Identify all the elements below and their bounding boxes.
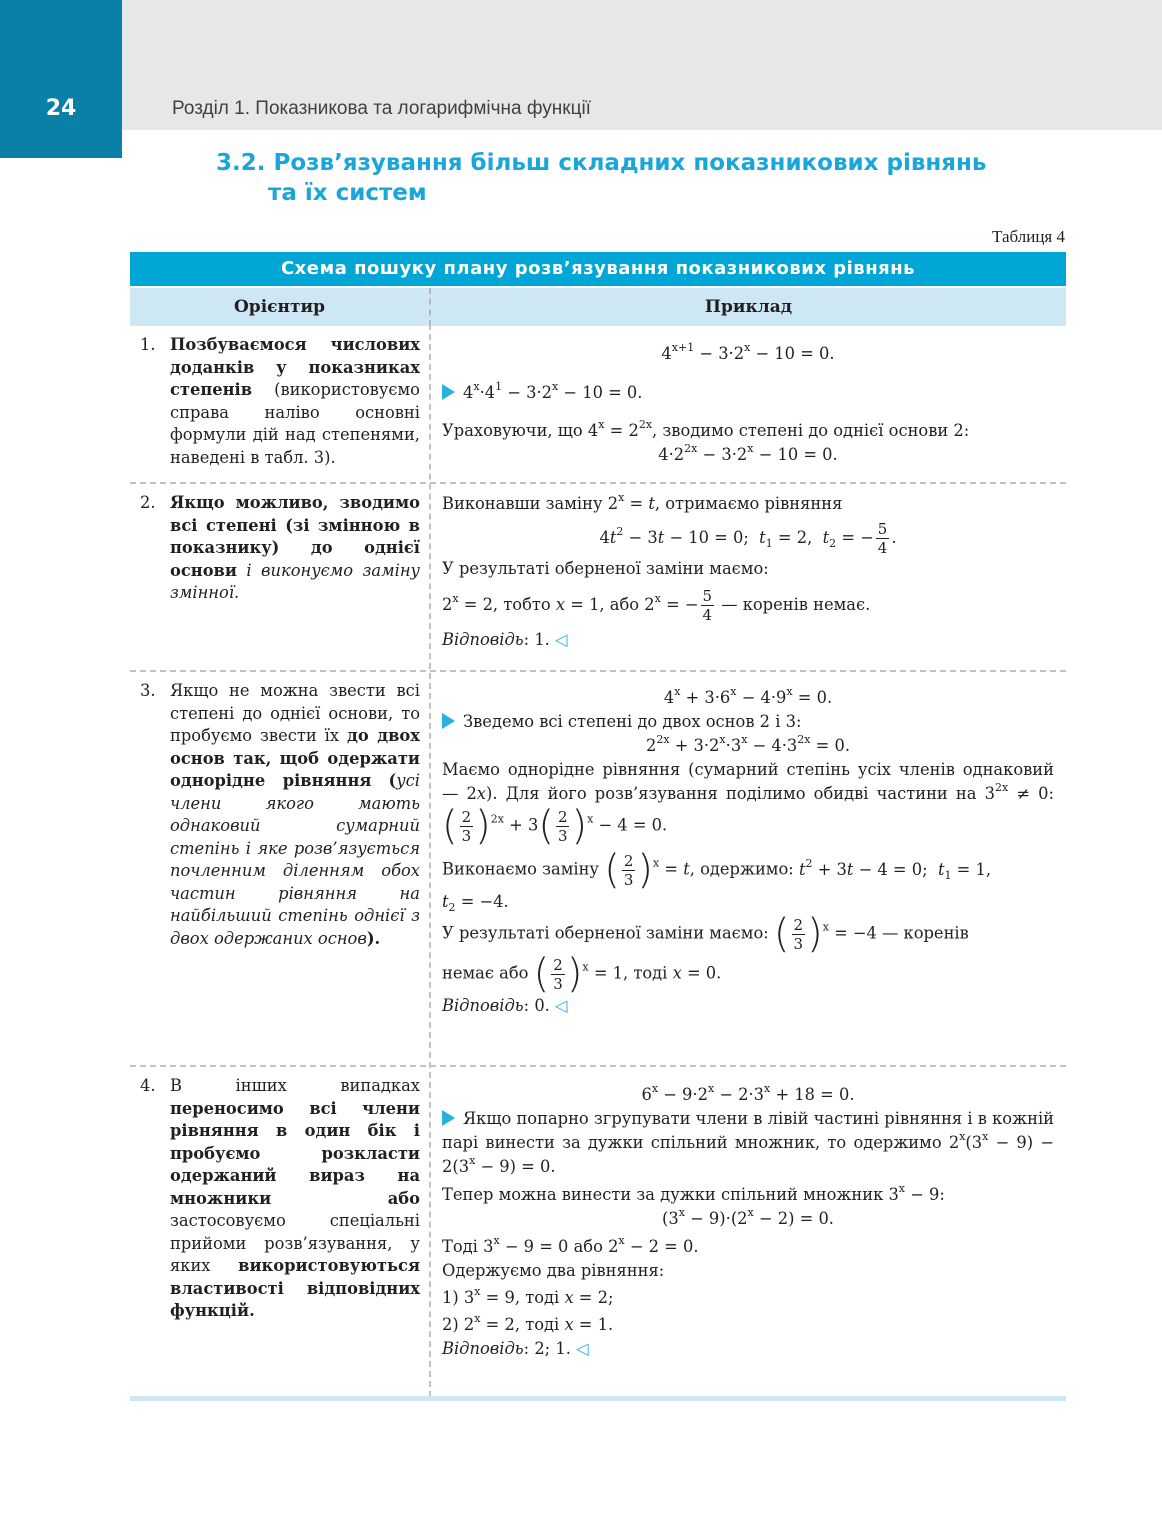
table-caption: Таблиця 4 <box>992 227 1065 246</box>
equation: $4^{x+1} - 3\cdot 2^x - 10 = 0$. <box>661 341 835 363</box>
scheme-table <box>130 252 1066 1358</box>
row-divider <box>130 670 1066 672</box>
page-number: 24 <box>45 96 77 121</box>
section-title-line2: та їх систем <box>268 180 427 206</box>
guide-cell-3: 3. Якщо не можна звести всі степені до однієї основи, то пробуємо звести їх до двох основ так, щоб одержати однорідне рівняння (усі члени якого мають однаковий сумарний степінь і яке розв’язується почленним діленням обох частин рівняння на найбільший степінь однієї з двох одержаних основ). <box>140 681 420 948</box>
section-title-line1: 3.2. Розв’язування більш складних показникових рівнянь <box>216 150 987 176</box>
end-triangle-icon: ◁ <box>555 996 568 1015</box>
play-triangle-icon <box>442 713 455 729</box>
page-number-tab <box>0 0 122 158</box>
row-divider <box>130 482 1066 484</box>
guide-cell-2: 2. Якщо можливо, зводимо всі степені (зі змінною в показнику) до однієї основи і виконуємо заміну змінної. <box>140 493 420 602</box>
guide-cell-4: 4. В інших випадках переносимо всі члени рівняння в один бік і пробуємо розкласти одержаний вираз на множники або застосовуємо спеціальні прийоми розв’язування, у яких використовуються властивості відповідних функцій. <box>140 1076 420 1320</box>
column-header-example: Приклад <box>704 297 793 317</box>
equation: $2^{2x} + 3\cdot 2^x\cdot 3^x - 4\cdot 3^{2x} = 0$. <box>645 733 851 755</box>
running-head: Розділ 1. Показникова та логарифмічна функції <box>172 98 591 119</box>
table-title: Схема пошуку плану розв’язування показникових рівнянь <box>130 252 1066 286</box>
table-bottom-rule <box>130 1396 1066 1401</box>
equation: $4^x\cdot 4^1 - 3\cdot 2^x - 10 = 0$. <box>442 381 1054 405</box>
example-cell-2: Виконавши заміну $2^x = t$, отримаємо рівняння $4t^2 - 3t - 10 = 0$; $t_1 = 2$, $t_2$ = − $\frac{5}{4}$ . У результаті оберненої заміни маємо: $2^x = 2$, тобто x = 1, або $2^x$ = − $\frac{5}{4}$ — коренів немає. Відповідь: 1. ◁ <box>442 492 1054 652</box>
end-triangle-icon: ◁ <box>555 630 568 649</box>
row-divider <box>130 1065 1066 1067</box>
equation: $6^x - 9\cdot 2^x - 2\cdot 3^x + 18 = 0$. <box>641 1082 855 1104</box>
column-divider <box>429 324 431 1397</box>
table-column-headers <box>130 286 1066 326</box>
play-triangle-icon <box>442 384 455 400</box>
example-cell-1: $4^{x+1} - 3\cdot 2^x - 10 = 0$. $4^x\cdot 4^1 - 3\cdot 2^x - 10 = 0$. Ураховуючи, що $4^x = 2^{2x}$, зводимо степені до однієї основи 2: $4\cdot 2^{2x} - 3\cdot 2^x - 10 = 0$. <box>442 334 1054 467</box>
equation: $(3^x - 9)\cdot(2^x - 2) = 0$. <box>662 1206 834 1228</box>
equation: $4\cdot 2^{2x} - 3\cdot 2^x - 10 = 0$. <box>658 442 838 464</box>
example-cell-3: $4^x + 3\cdot 6^x - 4\cdot 9^x = 0$. Зведемо всі степені до двох основ 2 і 3: $2^{2x} + 3\cdot 2^x\cdot 3^x - 4\cdot 3^{2x} = 0$. Маємо однорідне рівняння (сумарний степінь усіх членів однаковий — 2x). Для його розв’язування поділимо обидві частини на $3^{2x} \ne 0$: ( $\frac{2}{3}$ )$^{2x}$ + 3( $\frac{2}{3}$ )$^x$ − 4 = 0. Виконаємо заміну ( $\frac{2}{3}$ )$^x$ = t, одержимо: $t^2 + 3t - 4 = 0$; $t_1 = 1$, $t_2 = -4$. У результаті оберненої заміни маємо: ( $\frac{2}{3}$ )$^x$ = −4 — коренів немає або ( $\frac{2}{3}$ )$^x$ = 1, тоді x = 0. Відповідь: 0. ◁ <box>442 685 1054 1015</box>
end-triangle-icon: ◁ <box>576 1339 589 1358</box>
play-triangle-icon <box>442 1110 455 1126</box>
equation: $4t^2 - 3t - 10 = 0$; $t_1 = 2$, $t_2$ = − $\frac{5}{4}$ . <box>599 520 897 557</box>
example-cell-4: $6^x - 9\cdot 2^x - 2\cdot 3^x + 18 = 0$. Якщо попарно згрупувати члени в лівій частині рівняння і в кожній парі винести за дужки спільний множник, то одержимо $2^x(3^x - 9) - 2(3^x - 9) = 0$. Тепер можна винести за дужки спільний множник $3^x - 9$: $(3^x - 9)\cdot(2^x - 2) = 0$. Тоді $3^x - 9 = 0$ або $2^x - 2 = 0$. Одержуємо два рівняння: 1) $3^x = 9$, тоді x = 2; 2) $2^x = 2$, тоді x = 1. Відповідь: 2; 1. ◁ <box>442 1082 1054 1358</box>
section-title <box>216 148 1036 208</box>
column-header-guide: Орієнтир <box>130 288 431 326</box>
equation: $4^x + 3\cdot 6^x - 4\cdot 9^x = 0$. <box>663 685 833 707</box>
guide-cell-1: 1. Позбуваємося числових доданків у показниках степенів (використовуємо справа наліво основні формули дій над степенями, наведені в табл. 3). <box>140 335 420 467</box>
